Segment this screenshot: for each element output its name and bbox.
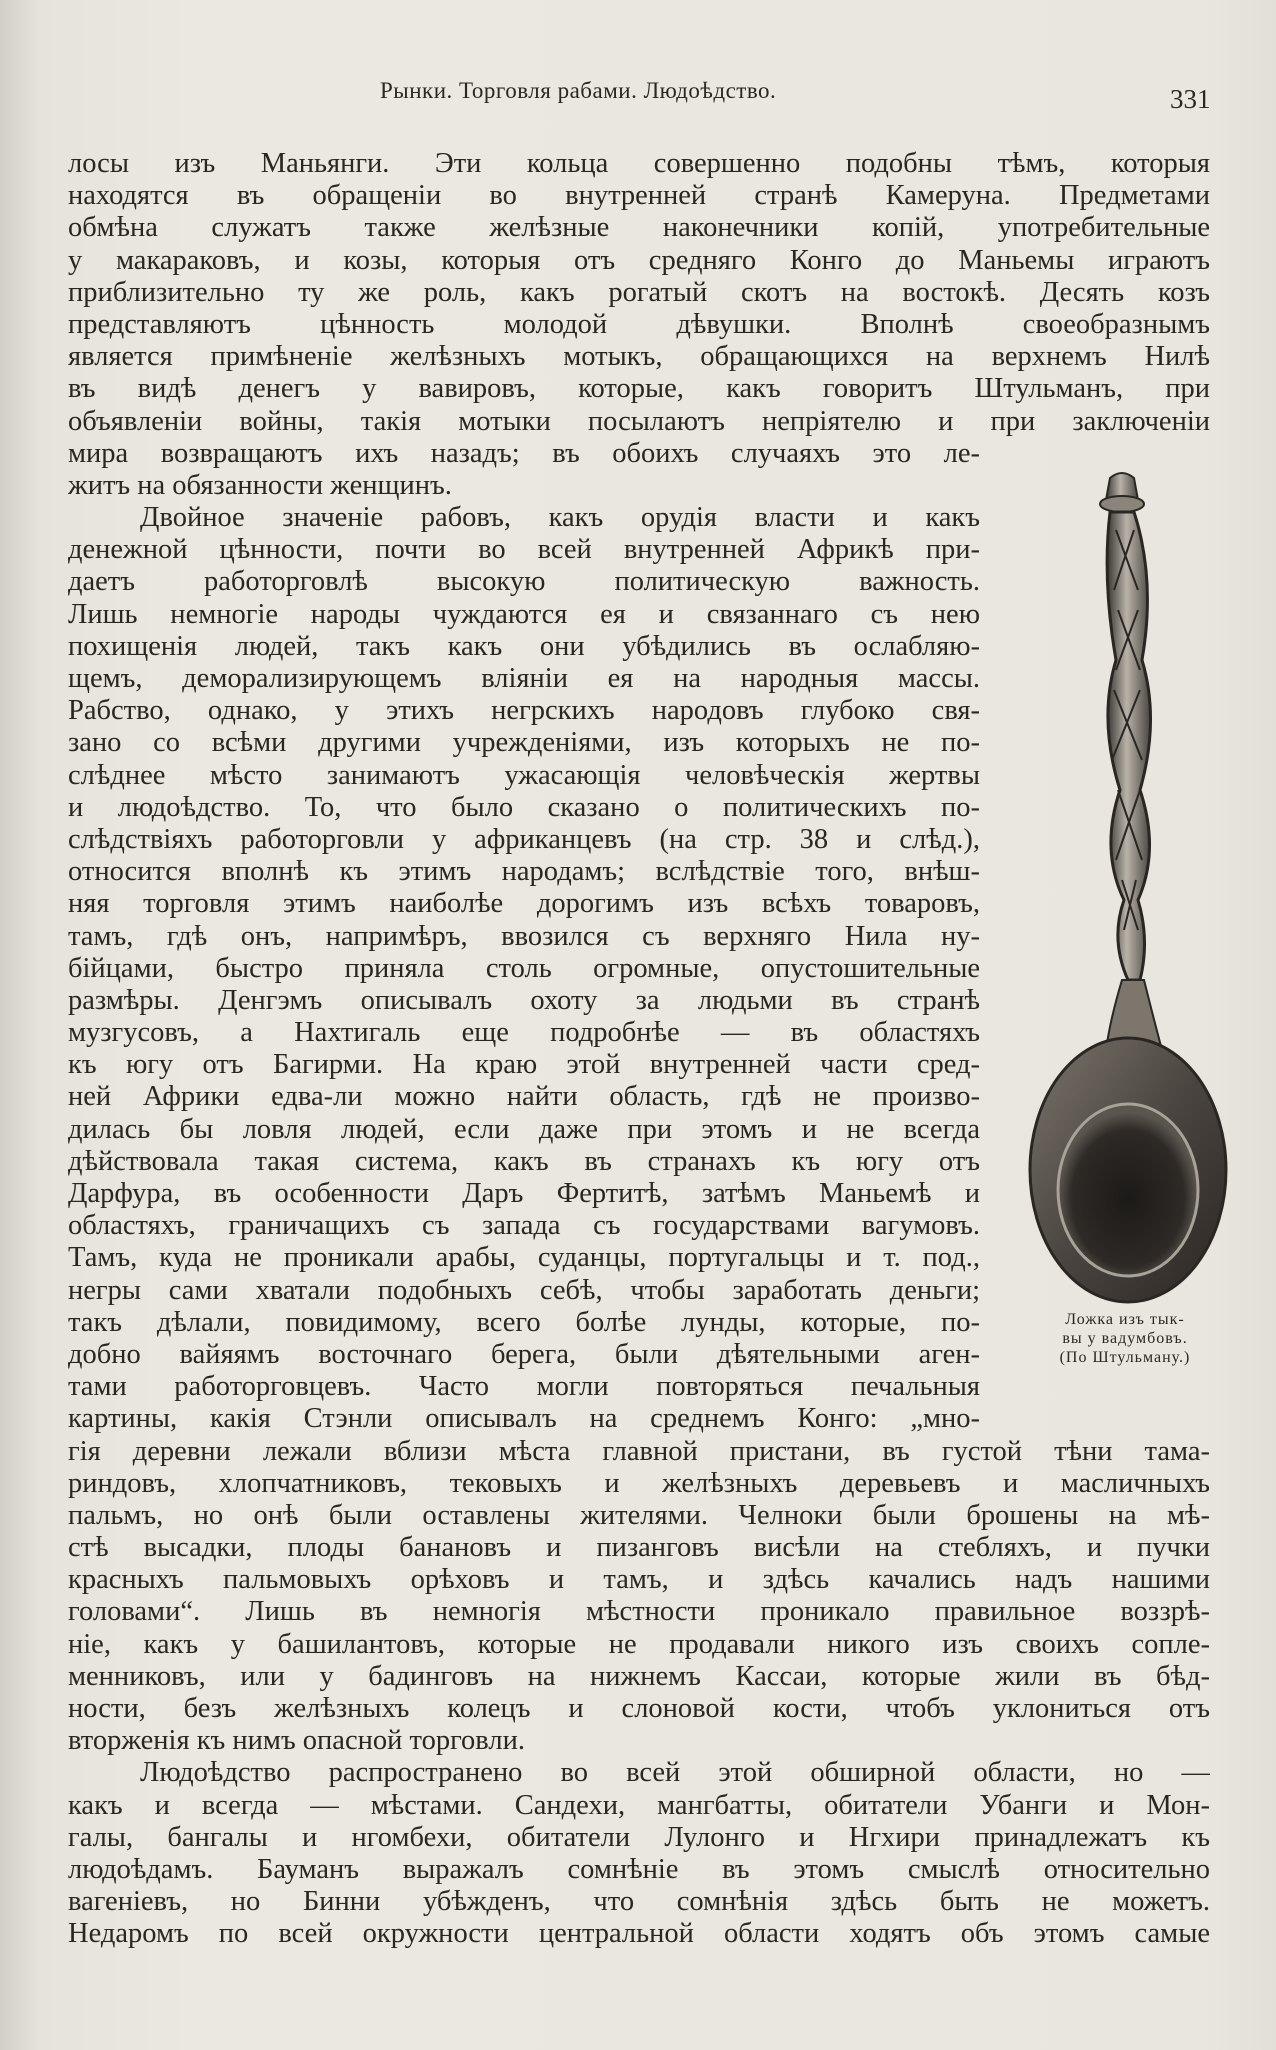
text-line: негры сами хватали подобныхъ себѣ, чтобы заработать деньги;	[68, 1274, 980, 1306]
text-line: бійцами, быстро приняла столь огромные, опустошительные	[68, 952, 980, 984]
text-line: головами“. Лишь въ немногія мѣстности проникало правильное воззрѣ-	[68, 1596, 1210, 1628]
text-line: щемъ, деморализирующемъ вліяніи ея на народныя массы.	[68, 663, 980, 694]
text-line: лосы изъ Маньянги. Эти кольца совершенно подобны тѣмъ, которыя	[68, 148, 1210, 179]
text-line: областяхъ, граничащихъ съ запада съ государствами вагумовъ.	[68, 1210, 980, 1242]
text-line: объявленіи войны, такія мотыки посылаютъ непріятелю и при заключеніи	[68, 405, 1210, 437]
text-line: Лишь немногіе народы чуждаются ея и связаннаго съ нею	[68, 598, 980, 630]
text-line: размѣры. Денгэмъ описывалъ охоту за людьми въ странѣ	[68, 984, 980, 1016]
paragraph-start-line: Людоѣдство распространено во всей этой обширной области, но —	[140, 1757, 1210, 1789]
text-line: пальмъ, но онѣ были оставлены жителями. Челноки были брошены на мѣ-	[68, 1499, 1210, 1531]
text-line: Рабство, однако, у этихъ негрскихъ народовъ глубоко свя-	[68, 695, 980, 727]
text-line: риндовъ, хлопчатниковъ, тековыхъ и желѣзныхъ деревьевъ и масличныхъ	[68, 1467, 1210, 1499]
text-line: Недаромъ по всей окружности центральной области ходятъ объ этомъ самые	[68, 1918, 1210, 1950]
text-line: похищенія людей, такъ какъ они убѣдились въ ослабляю-	[68, 630, 980, 662]
text-line: является примѣненіе желѣзныхъ мотыкъ, обращающихся на верхнемъ Нилѣ	[68, 341, 1210, 373]
text-line: представляютъ цѣнность молодой дѣвушки. Вполнѣ своеобразнымъ	[68, 308, 1210, 340]
text-line: няя торговля этимъ наиболѣе дорогимъ изъ всѣхъ товаровъ,	[68, 888, 980, 920]
text-line: менниковъ, или у бадинговъ на нижнемъ Кассаи, которые жили въ бѣд-	[68, 1660, 1210, 1692]
text-line: денежной цѣнности, почти во всей внутренней Африкѣ при-	[68, 534, 980, 566]
text-line: Тамъ, куда не проникали арабы, суданцы, португальцы и т. под.,	[68, 1242, 980, 1274]
text-line: житъ на обязанности женщинъ.	[68, 469, 452, 501]
text-line: находятся въ обращеніи во внутренней странѣ Камеруна. Предметами	[68, 180, 1210, 212]
running-title: Рынки. Торговля рабами. Людоѣдство.	[380, 78, 777, 103]
text-line: приблизительно ту же роль, какъ рогатый скотъ на востокѣ. Десять козъ	[68, 276, 1210, 308]
text-line: ніе, какъ у башилантовъ, которые не продавали никого изъ своихъ сопле-	[68, 1628, 1210, 1660]
figure-caption	[1010, 1310, 1240, 1367]
text-line: красныхъ пальмовыхъ орѣховъ и тамъ, и здѣсь качались надъ нашими	[68, 1564, 1210, 1596]
spoon-illustration	[1010, 460, 1240, 1320]
text-line: ности, безъ желѣзныхъ колецъ и слоновой кости, чтобъ уклониться отъ	[68, 1693, 1210, 1724]
text-line: даетъ работорговлѣ высокую политическую важность.	[68, 566, 980, 598]
text-line: и людоѣдство. То, что было сказано о политическихъ по-	[68, 791, 980, 823]
text-line: какъ и всегда — мѣстами. Сандехи, мангбатты, обитатели Убанги и Мон-	[68, 1789, 1210, 1821]
text-line: мира возвращаютъ ихъ назадъ; въ обоихъ случаяхъ это ле-	[68, 437, 980, 469]
text-line: дѣйствовала такая система, какъ въ странахъ къ югу отъ	[68, 1145, 980, 1177]
text-line: ней Африки едва-ли можно найти область, гдѣ не произво-	[68, 1081, 980, 1113]
text-line: вторженія къ нимъ опасной торговли.	[68, 1725, 525, 1757]
text-line: галы, бангалы и нгомбехи, обитатели Лулонго и Нгхири принадлежатъ къ	[68, 1821, 1210, 1853]
gourd-spoon-drawing	[1010, 460, 1240, 1320]
text-line: вагеніевъ, но Бинни убѣжденъ, что сомнѣнія здѣсь быть не можетъ.	[68, 1886, 1210, 1918]
caption-line: вы у вадумбовъ.	[1062, 1330, 1188, 1347]
text-line: людоѣдамъ. Бауманъ выражалъ сомнѣніе въ этомъ смыслѣ относительно	[68, 1853, 1210, 1885]
text-line: обмѣна служатъ также желѣзные наконечники копій, употребительные	[68, 212, 1210, 244]
text-line: дилась бы ловля людей, если даже при этомъ и не всегда	[68, 1113, 980, 1145]
text-line: въ видѣ денегъ у вавировъ, которые, какъ говоритъ Штульманъ, при	[68, 373, 1210, 405]
text-line: у макараковъ, и козы, которыя отъ средняго Конго до Маньемы играютъ	[68, 244, 1210, 276]
text-line: гія деревни лежали вблизи мѣста главной пристани, въ густой тѣни тама-	[68, 1435, 1210, 1467]
text-line: стѣ высадки, плоды банановъ и пизанговъ висѣли на стебляхъ, и пучки	[68, 1532, 1210, 1564]
text-line: такъ дѣлали, повидимому, всего болѣе лунды, которые, по-	[68, 1306, 980, 1338]
text-line: добно вайяямъ восточнаго берега, были дѣятельными аген-	[68, 1338, 980, 1370]
text-line: Дарфура, въ особенности Даръ Фертитѣ, затѣмъ Маньемѣ и	[68, 1178, 980, 1209]
text-line: зано со всѣми другими учрежденіями, изъ которыхъ не по-	[68, 727, 980, 759]
text-line: музгусовъ, а Нахтигаль еще подробнѣе — въ областяхъ	[68, 1017, 980, 1049]
text-line: слѣдствіяхъ работорговли у африканцевъ (на стр. 38 и слѣд.),	[68, 823, 980, 855]
text-line: относится вполнѣ къ этимъ народамъ; вслѣдствіе того, внѣш-	[68, 856, 980, 888]
text-line: къ югу отъ Багирми. На краю этой внутренней части сред-	[68, 1049, 980, 1081]
page-number: 331	[1170, 84, 1211, 114]
text-line: слѣднее мѣсто занимаютъ ужасающія человѣческія жертвы	[68, 759, 980, 791]
text-line: тами работорговцевъ. Часто могли повторяться печальныя	[68, 1371, 980, 1403]
caption-line: Ложка изъ тык-	[1065, 1311, 1185, 1328]
text-line: тамъ, гдѣ онъ, напримѣръ, ввозился съ верхняго Нила ну-	[68, 920, 980, 952]
paragraph-start-line: Двойное значеніе рабовъ, какъ орудія власти и какъ	[140, 502, 980, 534]
text-line: картины, какія Стэнли описывалъ на среднемъ Конго: „мно-	[68, 1403, 980, 1435]
caption-line: (По Штульману.)	[1059, 1349, 1191, 1366]
